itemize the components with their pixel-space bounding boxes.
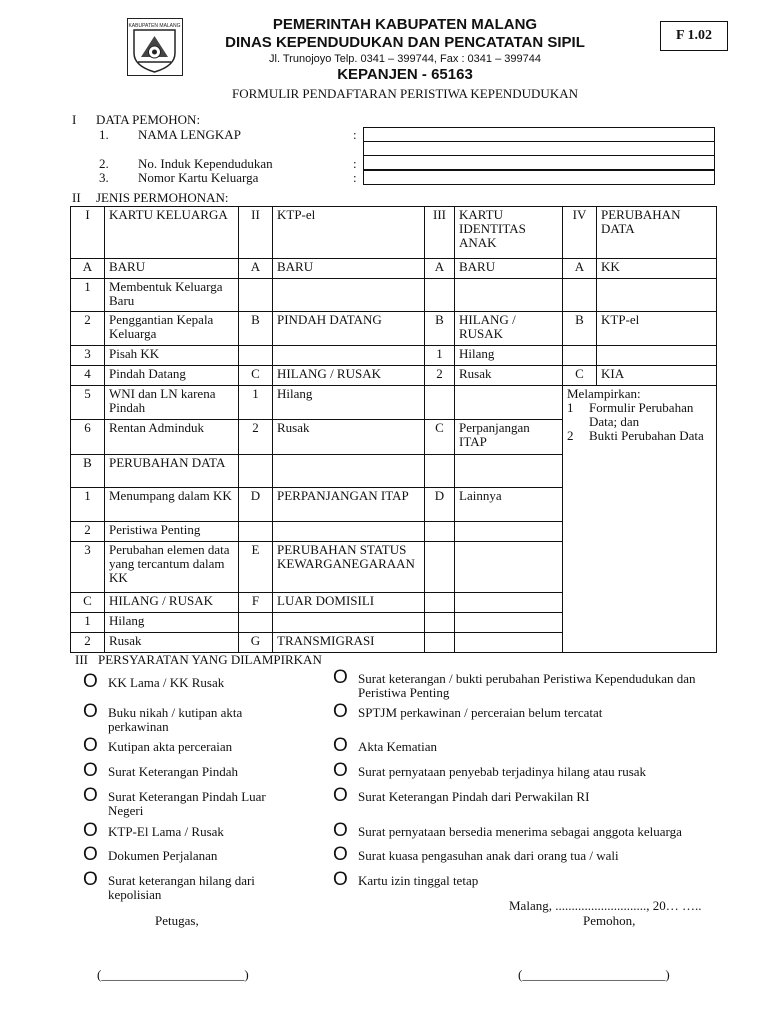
table-cell [455,279,563,312]
section3-roman: III [75,652,88,667]
checkbox-circle-icon[interactable]: O [333,701,348,722]
header-department: DINAS KEPENDUDUKAN DAN PENCATATAN SIPIL [225,34,585,51]
table-cell: Hilang [273,386,425,420]
table-cell: Hilang [105,613,239,633]
requirement-label: Surat keterangan / bukti perubahan Peristiwa Kependudukan dan Peristiwa Penting [358,671,696,700]
table-cell: 5 [71,386,105,420]
table-cell: IV [563,207,597,259]
checkbox-circle-icon[interactable]: O [333,735,348,756]
table-cell: Pisah KK [105,346,239,366]
checkbox-circle-icon[interactable]: O [83,869,98,890]
requirement-item [333,822,723,840]
requirement-item [83,673,298,691]
table-cell: BARU [105,259,239,279]
table-cell: WNI dan LN karena Pindah [105,386,239,420]
table-cell [425,455,455,488]
section2-roman: II [72,190,81,205]
table-row [71,386,717,420]
petugas-signature-line[interactable]: (______________________) [97,967,249,982]
table-cell: BARU [455,259,563,279]
table-cell [455,542,563,593]
table-cell: Perubahan elemen data yang tercantum dalam KK [105,542,239,593]
table-cell: 2 [239,420,273,455]
table-cell: Menumpang dalam KK [105,488,239,522]
table-cell [455,613,563,633]
table-cell [273,279,425,312]
table-cell: KTP-el [597,312,717,346]
checkbox-circle-icon[interactable]: O [83,671,98,692]
jenis-permohonan-table [70,206,717,653]
table-cell: PERUBAHAN DATA [105,455,239,488]
requirement-item [83,703,298,734]
table-cell: Rusak [455,366,563,386]
table-cell: 1 [239,386,273,420]
table-cell: Membentuk Keluarga Baru [105,279,239,312]
requirement-item [333,703,723,721]
requirement-label: Kartu izin tinggal tetap [358,873,479,888]
table-cell: G [239,633,273,653]
checkbox-circle-icon[interactable]: O [333,869,348,890]
table-cell: A [425,259,455,279]
section1-roman: I [72,112,77,127]
table-cell [425,593,455,613]
table-cell: C [563,366,597,386]
table-cell: I [71,207,105,259]
table-cell [239,522,273,542]
attachment-note-item: Formulir Perubahan Data; dan [589,400,694,429]
requirement-label: Surat keterangan hilang dari kepolisian [108,873,255,902]
table-cell: KARTU IDENTITAS ANAK [455,207,563,259]
table-cell [239,279,273,312]
table-row [71,259,717,279]
requirement-item [83,846,298,864]
table-row [71,312,717,346]
attachment-note [563,386,717,653]
table-cell [597,279,717,312]
requirement-label: KK Lama / KK Rusak [108,675,225,690]
table-cell [425,386,455,420]
table-cell [455,386,563,420]
table-cell: KTP-el [273,207,425,259]
table-cell: 2 [71,522,105,542]
table-cell: PINDAH DATANG [273,312,425,346]
table-cell: 2 [71,633,105,653]
table-cell: 3 [71,542,105,593]
requirement-label: Surat Keterangan Pindah [108,764,238,779]
table-cell: KK [597,259,717,279]
requirement-label: Buku nikah / kutipan akta perkawinan [108,705,243,734]
table-cell: D [425,488,455,522]
table-cell [425,633,455,653]
requirement-label: Surat kuasa pengasuhan anak dari orang tua / wali [358,848,619,863]
table-cell [425,522,455,542]
checkbox-circle-icon[interactable]: O [83,820,98,841]
header-city: KEPANJEN - 65163 [337,66,473,83]
table-cell: PERPANJANGAN ITAP [273,488,425,522]
table-cell: Peristiwa Penting [105,522,239,542]
logo-text: KABUPATEN MALANG [128,23,181,29]
requirement-item [333,737,723,755]
table-cell [455,455,563,488]
table-cell: TRANSMIGRASI [273,633,425,653]
requirement-label: KTP-El Lama / Rusak [108,824,224,839]
table-cell: Perpanjangan ITAP [455,420,563,455]
table-cell [239,346,273,366]
table-cell [455,593,563,613]
table-cell [455,522,563,542]
table-cell [273,455,425,488]
nik-input[interactable] [363,155,715,170]
place-date: Malang, ............................, 20… ….. [509,898,702,913]
table-cell: 2 [425,366,455,386]
requirement-item [83,737,298,755]
table-cell: A [239,259,273,279]
requirement-item [333,871,723,889]
section1-title: DATA PEMOHON: [96,112,201,127]
checkbox-circle-icon[interactable]: O [333,785,348,806]
attachment-note-item: Bukti Perubahan Data [589,428,704,443]
table-cell [455,633,563,653]
table-cell: HILANG / RUSAK [105,593,239,613]
form-code-box: F 1.02 [660,21,728,51]
field1-num: 1. [99,127,109,142]
requirement-item [83,871,298,902]
table-cell: HILANG / RUSAK [455,312,563,346]
requirement-item [333,846,723,864]
field2-colon: : [353,156,357,171]
table-cell [273,522,425,542]
attachment-note-num: 1 [567,400,574,415]
table-cell: BARU [273,259,425,279]
checkbox-circle-icon[interactable]: O [333,760,348,781]
kk-number-input[interactable] [363,170,715,185]
table-cell: KIA [597,366,717,386]
table-cell: F [239,593,273,613]
requirement-item [83,762,298,780]
table-cell: Penggantian Kepala Keluarga [105,312,239,346]
field1-colon: : [353,127,357,142]
pemohon-label: Pemohon, [583,913,636,928]
requirement-label: Surat Keterangan Pindah Luar Negeri [108,789,266,818]
table-cell: D [239,488,273,522]
requirement-label: Kutipan akta perceraian [108,739,233,754]
field-label-nama: NAMA LENGKAP [138,127,241,142]
table-cell: B [425,312,455,346]
field-label-nik: No. Induk Kependudukan [138,156,273,171]
table-cell: Rusak [105,633,239,653]
table-cell [425,613,455,633]
attachment-note-title: Melampirkan: [567,386,641,401]
table-cell [563,346,597,366]
requirement-label: SPTJM perkawinan / perceraian belum tercatat [358,705,603,720]
table-cell [425,279,455,312]
table-cell: 1 [71,613,105,633]
table-cell: 4 [71,366,105,386]
table-cell: A [563,259,597,279]
table-cell: E [239,542,273,593]
government-logo [127,18,183,76]
requirement-label: Dokumen Perjalanan [108,848,218,863]
table-cell: 6 [71,420,105,455]
table-cell: II [239,207,273,259]
form-title: FORMULIR PENDAFTARAN PERISTIWA KEPENDUDUKAN [231,86,578,101]
table-cell: Pindah Datang [105,366,239,386]
table-cell: KARTU KELUARGA [105,207,239,259]
table-cell [597,346,717,366]
field3-num: 3. [99,170,109,185]
checkbox-circle-icon[interactable]: O [83,760,98,781]
field3-colon: : [353,170,357,185]
checkbox-circle-icon[interactable]: O [83,844,98,865]
attachment-note-num: 2 [567,428,574,443]
section2-title: JENIS PERMOHONAN: [96,190,229,205]
table-row [71,366,717,386]
checkbox-circle-icon[interactable]: O [83,735,98,756]
checkbox-circle-icon[interactable]: O [83,785,98,806]
requirement-item [83,822,298,840]
table-row [71,279,717,312]
section3-title: PERSYARATAN YANG DILAMPIRKAN [98,652,322,667]
table-cell: A [71,259,105,279]
table-cell [273,613,425,633]
table-cell: LUAR DOMISILI [273,593,425,613]
header-government: PEMERINTAH KABUPATEN MALANG [272,16,538,33]
requirement-item [333,669,723,700]
requirement-label: Surat pernyataan penyebab terjadinya hilang atau rusak [358,764,647,779]
requirement-item [83,787,298,818]
petugas-label: Petugas, [155,913,199,928]
checkbox-circle-icon[interactable]: O [83,701,98,722]
table-cell: B [563,312,597,346]
requirement-label: Surat Keterangan Pindah dari Perwakilan RI [358,789,590,804]
pemohon-signature-line[interactable]: (______________________) [518,967,670,982]
table-cell: 1 [71,279,105,312]
nama-lengkap-input-line2[interactable] [363,141,715,156]
table-cell [239,455,273,488]
checkbox-circle-icon[interactable]: O [333,820,348,841]
table-cell: Rentan Adminduk [105,420,239,455]
field-label-kk: Nomor Kartu Keluarga [138,170,259,185]
table-cell: 1 [425,346,455,366]
table-cell: Rusak [273,420,425,455]
requirement-label: Akta Kematian [358,739,438,754]
table-cell: III [425,207,455,259]
table-cell: PERUBAHAN STATUS KEWARGANEGARAAN [273,542,425,593]
table-cell: C [239,366,273,386]
table-cell [239,613,273,633]
table-cell: HILANG / RUSAK [273,366,425,386]
table-cell: 1 [71,488,105,522]
table-cell [273,346,425,366]
table-cell [563,279,597,312]
table-cell: C [425,420,455,455]
table-cell [425,542,455,593]
table-row [71,207,717,259]
table-cell: PERUBAHAN DATA [597,207,717,259]
table-cell: 2 [71,312,105,346]
requirement-item [333,787,723,805]
nama-lengkap-input-line1[interactable] [363,127,715,142]
field2-num: 2. [99,156,109,171]
table-row [71,346,717,366]
checkbox-circle-icon[interactable]: O [333,667,348,688]
table-cell: Hilang [455,346,563,366]
table-cell: B [71,455,105,488]
requirement-label: Surat pernyataan bersedia menerima sebagai anggota keluarga [358,824,682,839]
table-cell: B [239,312,273,346]
checkbox-circle-icon[interactable]: O [333,844,348,865]
header-address: Jl. Trunojoyo Telp. 0341 – 399744, Fax : 0341 – 399744 [269,53,541,65]
table-cell: Lainnya [455,488,563,522]
requirement-item [333,762,723,780]
table-cell: C [71,593,105,613]
table-cell: 3 [71,346,105,366]
